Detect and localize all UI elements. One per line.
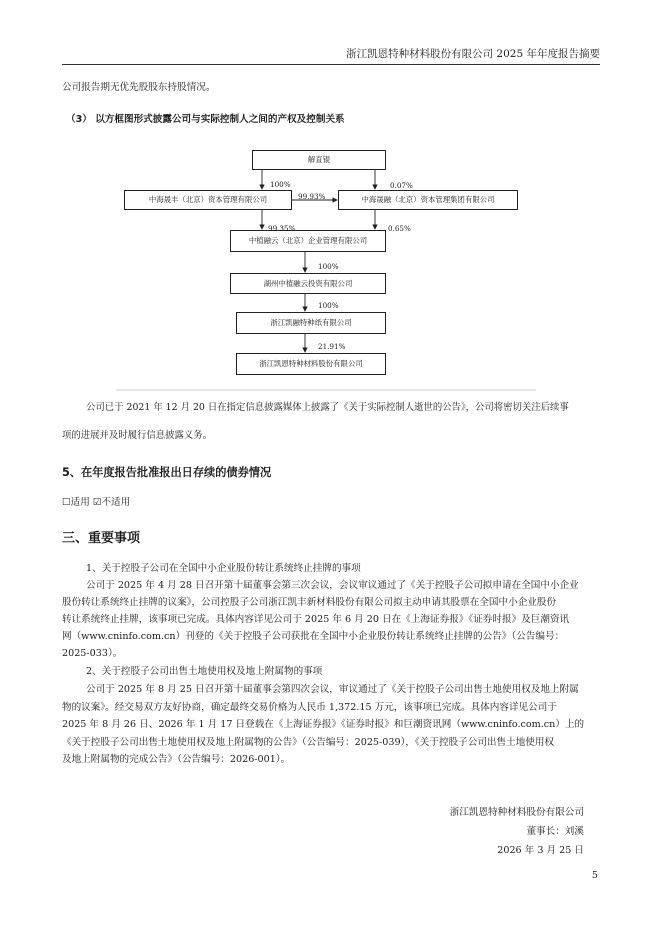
item2-title: 2、关于控股子公司出售土地使用权及地上附属物的事项 <box>86 666 323 677</box>
pct-rongyun-huzhou: 100% <box>318 262 339 271</box>
pct-kaienpaper-company: 21.91% <box>318 342 346 351</box>
item1-title: 1、关于控股子公司在全国中小企业股份转让系统终止挂牌的事项 <box>86 563 361 574</box>
box-huzhou-zhongzhi: 湖州中植融云投资有限公司 <box>230 273 386 294</box>
item1-line-4: 网（www.cninfo.com.cn）刊登的《关于控股子公司获批在全国中小企业股份转让系统终止挂牌的公告》（公告编号： <box>62 631 565 642</box>
pct-shengrong-rongyun: 0.65% <box>388 224 411 233</box>
item2-line-4: 《关于控股子公司出售土地使用权及地上附属物的公告》（公告编号：2025-039），《关于控股子公司出售土地使用权 <box>62 737 555 748</box>
pct-person-shengfeng: 100% <box>270 180 291 189</box>
signature-date: 2026 年 3 月 25 日 <box>497 845 584 856</box>
box-company: 浙江凯恩特种材料股份有限公司 <box>236 353 386 375</box>
item1-line-1: 公司于 2025 年 4 月 28 日召开第十届董事会第三次会议，会议审议通过了《关于控股子公司拟申请在全国中小企业 <box>86 580 579 591</box>
item2-line-2: 物的议案》。经交易双方友好协商，确定最终交易价格为人民币 1,372.15 万元，该事项已完成。具体内容详见公司于 <box>62 702 557 713</box>
ownership-chart <box>0 0 662 400</box>
section3-heading: （3） 以方框图形式披露公司与实际控制人之间的产权及控制关系 <box>66 114 345 125</box>
major-matters-heading: 三、重要事项 <box>62 531 141 546</box>
page-number: 5 <box>591 870 598 881</box>
signature-company: 浙江凯恩特种材料股份有限公司 <box>449 807 584 818</box>
box-person: 解直锟 <box>252 150 386 170</box>
intro-text: 公司报告期无优先股股东持股情况。 <box>62 82 216 93</box>
note-line-2: 项的进展并及时履行信息披露义务。 <box>62 430 213 441</box>
item1-line-3: 转让系统终止挂牌，该事项已完成。具体内容详见公司于 2025 年 6 月 20 日在《上海证券报》《证券时报》及巨潮资讯 <box>62 614 570 625</box>
pct-shengfeng-shengrong: 99.93% <box>298 192 326 201</box>
box-kaien-paper: 浙江凯融特种纸有限公司 <box>236 312 386 334</box>
item2-line-5: 及地上附属物的完成公告》（公告编号：2026-001）。 <box>62 754 291 765</box>
pct-shengfeng-rongyun: 99.35% <box>268 224 296 233</box>
item2-line-3: 2025 年 8 月 26 日、2026 年 1 月 17 日登载在《上海证券报》《证券时报》和巨潮资讯网（www.cninfo.com.cn）上的 <box>62 719 585 730</box>
page-header: 浙江凯恩特种材料股份有限公司 2025 年年度报告摘要 <box>346 48 600 60</box>
item2-line-1: 公司于 2025 年 8 月 25 日召开第十届董事会第四次会议，审议通过了《关于控股子公司出售土地使用权及地上附属 <box>86 684 579 695</box>
box-zhonghai-shengfeng: 中海晟丰（北京）资本管理有限公司 <box>124 190 292 210</box>
box-zhongzhi-rongyun-beijing: 中植融云（北京）企业管理有限公司 <box>230 230 386 252</box>
note-line-1: 公司已于 2021 年 12 月 20 日在指定信息披露媒体上披露了《关于实际控制人逝世的公告》，公司将密切关注后续事 <box>86 402 569 413</box>
item1-line-5: 2025-033）。 <box>62 648 123 659</box>
section5-options: ☐适用 ☑不适用 <box>62 497 131 508</box>
section5-heading: 5、在年度报告批准报出日存续的债券情况 <box>62 466 272 479</box>
pct-person-shengrong: 0.07% <box>390 181 413 190</box>
signature-chairman: 董事长：刘溪 <box>526 826 584 837</box>
box-zhonghai-shengrong: 中海晟融（北京）资本管理集团有限公司 <box>338 190 518 210</box>
item1-line-2: 股份转让系统终止挂牌的议案》，公司控股子公司浙江凯丰新材料股份有限公司拟主动申请其股票在全国中小企业股份 <box>62 597 557 608</box>
pct-huzhou-kaienpaper: 100% <box>318 301 339 310</box>
